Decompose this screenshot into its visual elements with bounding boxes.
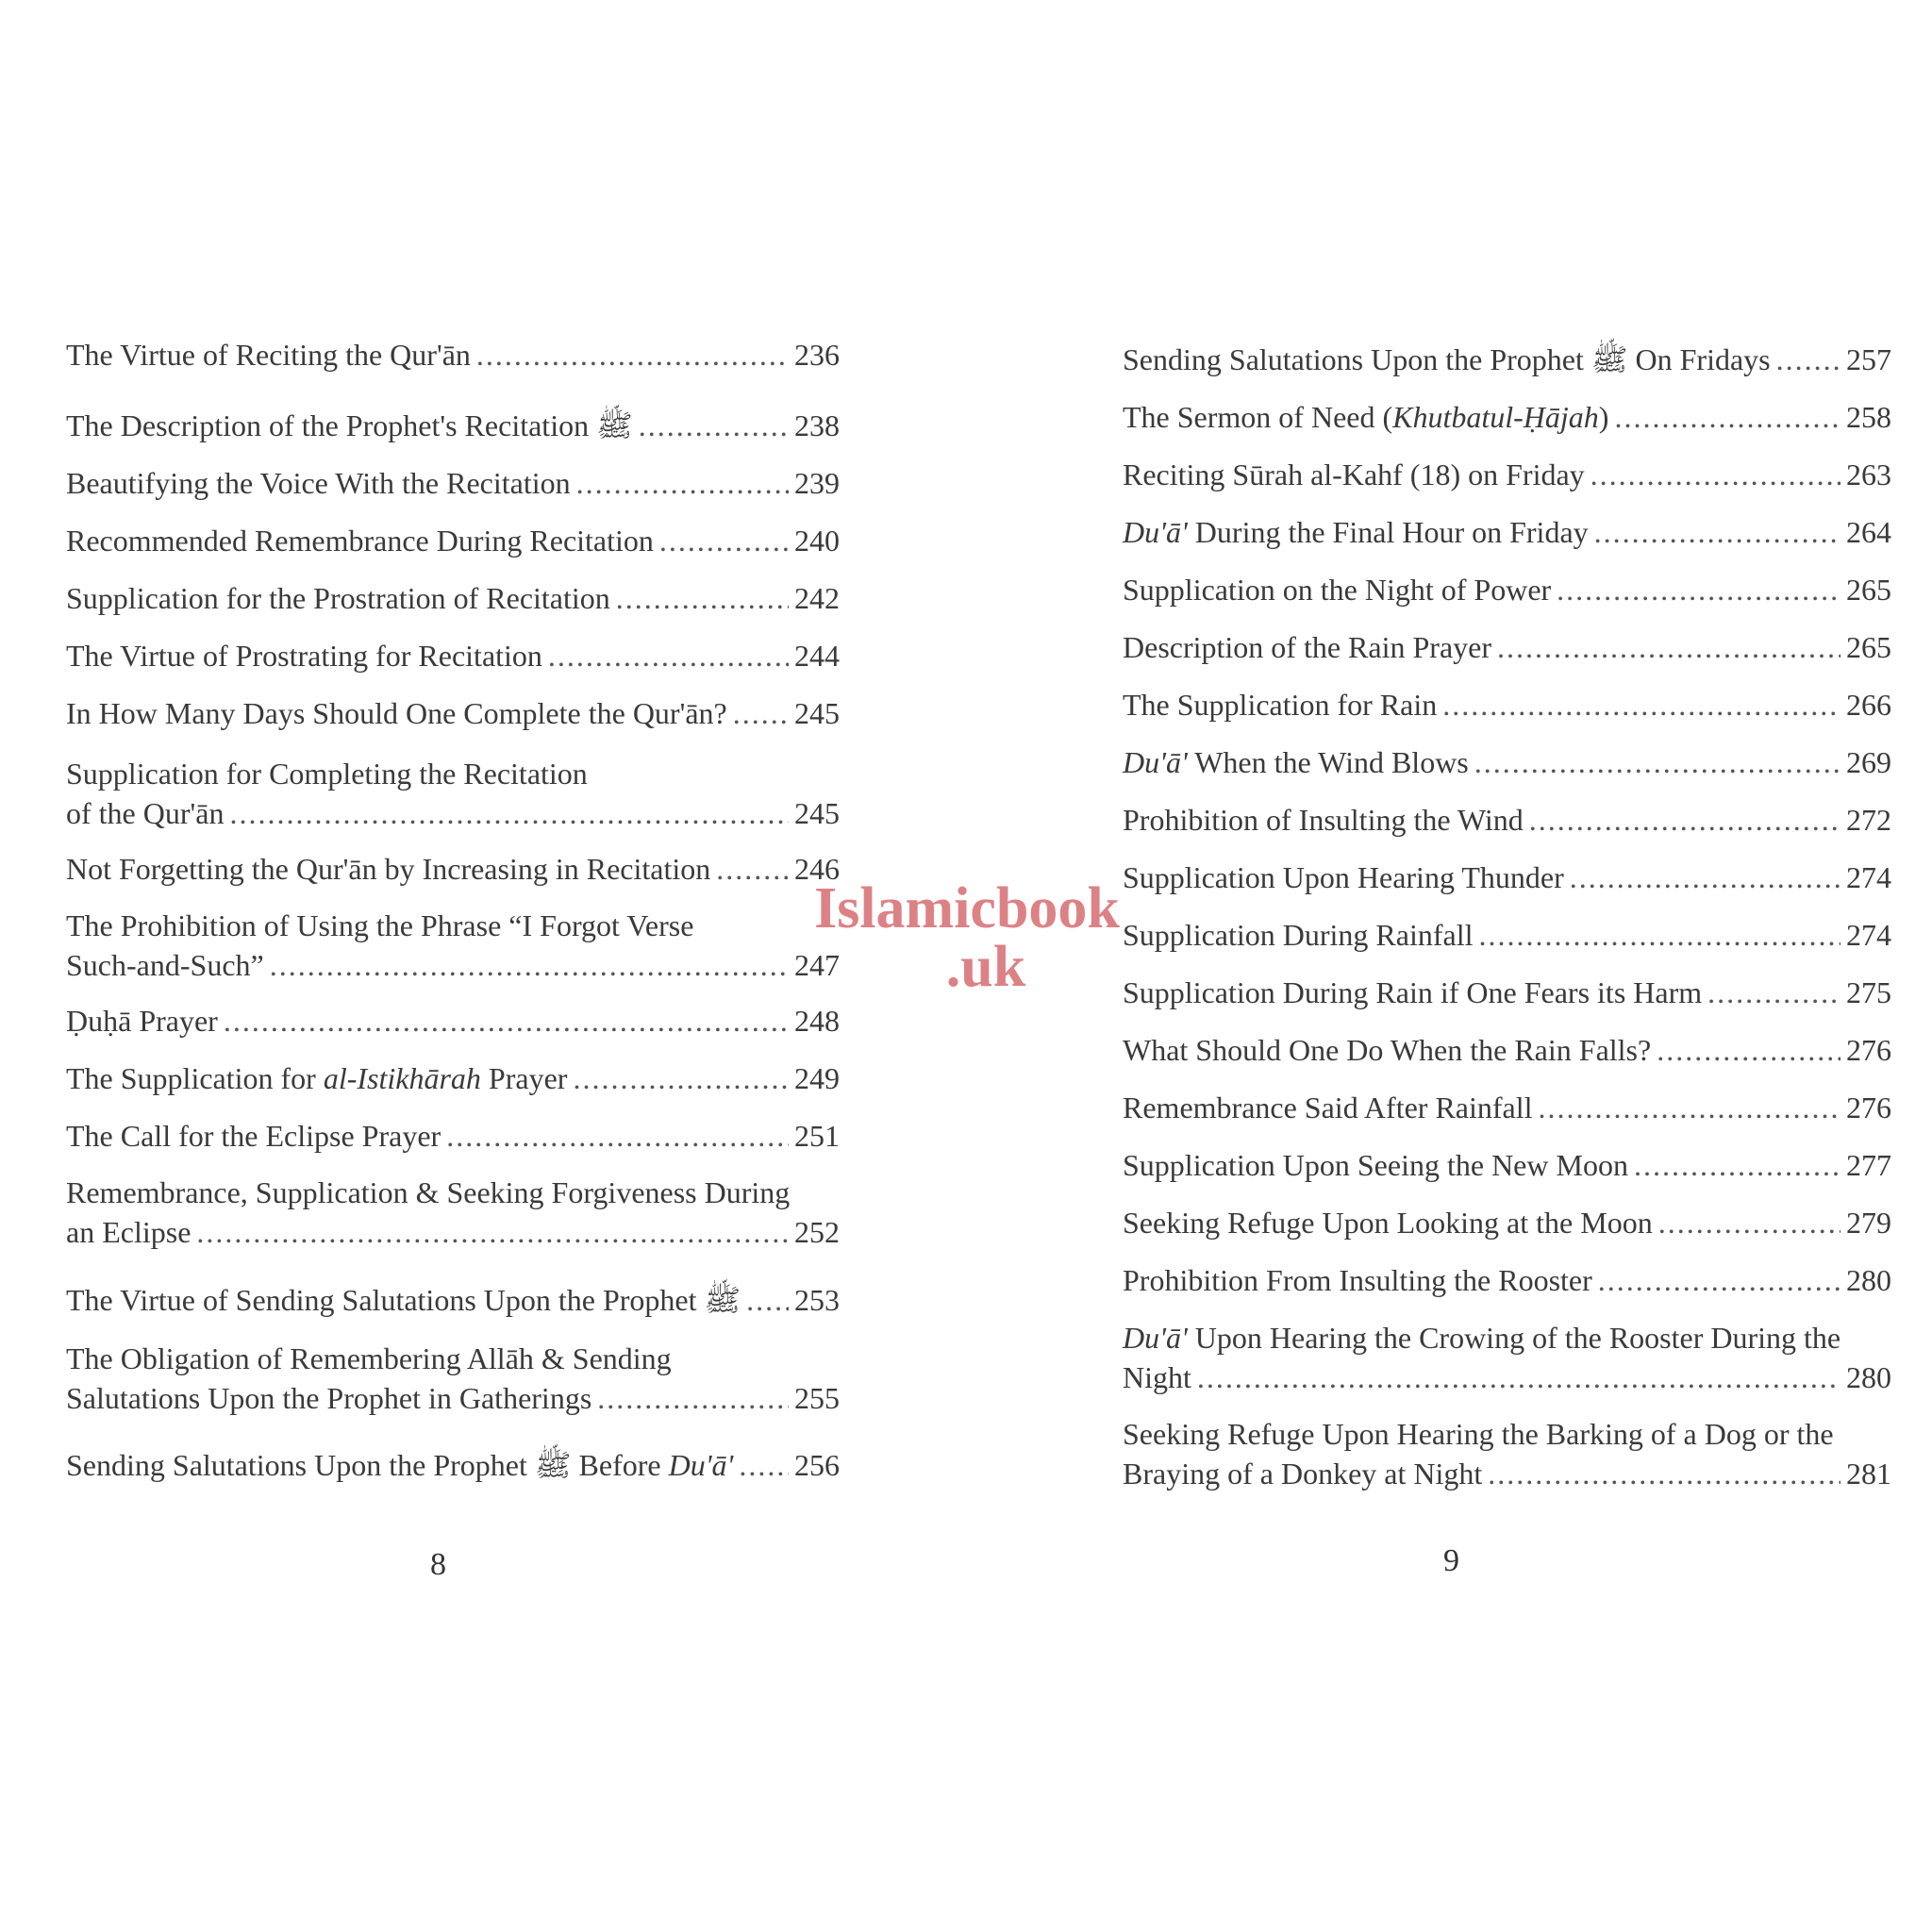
toc-entry[interactable] [66,754,840,833]
entry-page-number: 272 [1846,803,1891,837]
title-italic-text: Du'ā' [1123,745,1188,779]
toc-entry[interactable] [1123,570,1891,609]
dot-leader [1442,685,1840,724]
toc-entry[interactable] [66,1001,840,1041]
dot-leader [1634,1145,1840,1185]
toc-entry[interactable] [1123,340,1891,379]
entry-title: Not Forgetting the Qur'ān by Increasing in Recitation [66,852,711,886]
title-italic-text: Du'ā' [1123,515,1188,549]
toc-entry[interactable] [66,335,840,375]
dot-leader [1570,858,1840,897]
entry-page-number: 248 [794,1004,840,1038]
watermark-logo [797,876,1137,999]
entry-title: Beautifying the Voice With the Recitation [66,466,571,500]
dot-leader [733,693,789,733]
dot-leader [1474,742,1840,782]
entry-title: The Supplication for Rain [1123,688,1438,722]
entry-page-number: 281 [1846,1457,1891,1491]
dot-leader [716,849,789,889]
dot-leader [1497,627,1840,667]
toc-entry[interactable] [66,636,840,675]
toc-entry[interactable] [1123,1318,1891,1397]
entry-title: Supplication Upon Seeing the New Moon [1123,1148,1628,1182]
entry-page-number: 280 [1846,1360,1891,1394]
dot-leader [1594,512,1840,552]
entry-page-number: 242 [794,581,840,615]
entry-title-line1: The Prohibition of Using the Phrase “I Forgot Verse [66,908,694,942]
dot-leader [739,1445,789,1485]
entry-title-line1: Supplication for Completing the Recitation [66,757,588,791]
dot-leader [1614,397,1840,437]
entry-page-number: 265 [1846,630,1891,664]
entry-title: The Virtue of Reciting the Qur'ān [66,338,471,372]
entry-title [1123,742,1469,782]
watermark-line2: .uk [945,935,1026,999]
entry-title: Reciting Sūrah al-Kahf (18) on Friday [1123,458,1585,491]
dot-leader [1529,800,1840,840]
entry-title [1123,397,1608,437]
toc-entry[interactable] [66,906,840,985]
entry-title [66,1445,733,1485]
entry-page-number: 276 [1846,1033,1891,1067]
page-number-footer: 8 [430,1547,446,1582]
watermark-line1: Islamicbook [814,876,1120,941]
toc-entry[interactable] [1123,915,1891,955]
toc-entry[interactable] [1123,1030,1891,1070]
toc-entry[interactable] [66,406,840,445]
entry-page-number: 275 [1846,975,1891,1009]
entry-page-number: 239 [794,466,840,500]
dot-leader [746,1280,789,1320]
dot-leader [1479,915,1841,955]
entry-page-number: 266 [1846,688,1891,722]
entry-title-line2: Braying of a Donkey at Night [1123,1457,1483,1491]
toc-entry[interactable] [1123,627,1891,667]
entry-page-number: 257 [1846,342,1891,376]
title-italic-text: Du'ā' [1123,1321,1188,1355]
entry-page-number: 245 [794,796,840,830]
entry-page-number: 238 [794,408,840,442]
entry-page-number: 258 [1846,400,1891,434]
dot-leader [1707,973,1840,1012]
toc-entry[interactable] [1123,973,1891,1012]
entry-page-number: 247 [794,948,840,982]
title-text: ) [1598,400,1609,434]
dot-leader [1658,1203,1840,1242]
toc-entry[interactable] [66,849,840,889]
entry-title: Supplication During Rainfall [1123,918,1474,952]
toc-entry[interactable] [66,578,840,618]
entry-title-line2: Night [1123,1360,1191,1394]
entry-title: Prohibition of Insulting the Wind [1123,803,1524,837]
toc-entry[interactable] [66,463,840,503]
dot-leader [229,793,789,833]
dot-leader [270,945,789,985]
title-italic-text: Du'ā' [668,1448,734,1482]
dot-leader [576,463,789,503]
entry-page-number: 265 [1846,573,1891,607]
entry-title: The Call for the Eclipse Prayer [66,1119,441,1153]
entry-page-number: 276 [1846,1091,1891,1124]
entry-title: The Virtue of Sending Salutations Upon the Prophet ﷺ [66,1283,741,1317]
dot-leader [548,636,789,675]
entry-title: What Should One Do When the Rain Falls? [1123,1033,1652,1067]
title-text: The Supplication for [66,1061,324,1095]
entry-title-line1 [1123,1318,1840,1357]
toc-entry[interactable] [1123,1203,1891,1242]
entry-page-number: 274 [1846,918,1891,952]
entry-page-number: 244 [794,639,840,673]
dot-leader [616,578,789,618]
toc-entry[interactable] [1123,1088,1891,1127]
title-text: When the Wind Blows [1187,745,1469,779]
page-number-footer: 9 [1443,1543,1459,1578]
entry-title [1123,512,1589,552]
entry-title: Supplication on the Night of Power [1123,573,1552,607]
dot-leader [476,335,789,375]
dot-leader [1657,1030,1840,1070]
entry-page-number: 274 [1846,860,1891,894]
toc-entry[interactable] [1123,1260,1891,1300]
entry-title: Recommended Remembrance During Recitation [66,524,654,558]
dot-leader [196,1212,789,1252]
toc-entry[interactable] [1123,685,1891,724]
title-italic-text: al-Istikhārah [323,1061,481,1095]
entry-page-number: 251 [794,1119,840,1153]
entry-title-line1: Remembrance, Supplication & Seeking Forgiveness During [66,1175,791,1209]
entry-page-number: 236 [794,338,840,372]
entry-title: In How Many Days Should One Complete the Qur'ān? [66,696,727,730]
entry-page-number: 246 [794,852,840,886]
entry-page-number: 279 [1846,1206,1891,1240]
title-text: Upon Hearing the Crowing of the Rooster During the [1187,1321,1841,1355]
entry-title-line1: The Obligation of Remembering Allāh & Sending [66,1341,672,1375]
toc-entry[interactable] [66,1116,840,1156]
entry-title-line2: an Eclipse [66,1215,192,1249]
entry-page-number: 245 [794,696,840,730]
entry-title: Supplication During Rain if One Fears its Harm [1123,975,1703,1009]
dot-leader [1591,455,1840,494]
toc-entry[interactable] [1123,742,1891,782]
entry-title: Ḍuḥā Prayer [66,1004,218,1038]
entry-page-number: 255 [794,1381,840,1415]
dot-leader [1197,1357,1840,1397]
entry-title [66,1058,567,1098]
toc-entry[interactable] [66,1445,840,1485]
dot-leader [224,1001,789,1041]
toc-entry[interactable] [1123,397,1891,437]
entry-page-number: 263 [1846,458,1891,491]
toc-entry[interactable] [66,1173,840,1252]
title-text: Sending Salutations Upon the Prophet ﷺ Before [66,1448,669,1482]
dot-leader [1539,1088,1840,1127]
entry-title: Supplication Upon Hearing Thunder [1123,860,1564,894]
entry-title: The Virtue of Prostrating for Recitation [66,639,542,673]
entry-page-number: 256 [794,1448,840,1482]
entry-title: Seeking Refuge Upon Looking at the Moon [1123,1206,1653,1240]
title-text: During the Final Hour on Friday [1187,515,1589,549]
toc-entry[interactable] [1123,512,1891,552]
entry-title-line2: Such-and-Such” [66,948,264,982]
toc-entry[interactable] [1123,1145,1891,1185]
entry-title: The Description of the Prophet's Recitation ﷺ [66,408,633,442]
entry-page-number: 252 [794,1215,840,1249]
dot-leader [1557,570,1840,609]
title-text: Prayer [480,1061,568,1095]
entry-page-number: 253 [794,1283,840,1317]
toc-entry[interactable] [1123,800,1891,840]
toc-entry[interactable] [66,1339,840,1418]
toc-entry[interactable] [66,693,840,733]
dot-leader [446,1116,789,1156]
entry-title-line2: Salutations Upon the Prophet in Gatherings [66,1381,592,1415]
dot-leader [639,406,789,445]
entry-page-number: 240 [794,524,840,558]
dot-leader [1488,1454,1840,1493]
dot-leader [1776,340,1840,379]
title-italic-text: Khutbatul-Ḥājah [1392,400,1599,434]
entry-title-line2: of the Qur'ān [66,796,225,830]
entry-page-number: 277 [1846,1148,1891,1182]
entry-title: Prohibition From Insulting the Rooster [1123,1263,1592,1297]
toc-entry[interactable] [1123,455,1891,494]
entry-title-line1: Seeking Refuge Upon Hearing the Barking of a Dog or the [1123,1417,1834,1451]
entry-title: Sending Salutations Upon the Prophet ﷺ On Fridays [1123,342,1771,376]
entry-page-number: 269 [1846,745,1891,779]
entry-page-number: 264 [1846,515,1891,549]
toc-entry[interactable] [66,1280,840,1320]
dot-leader [597,1378,789,1418]
entry-title: Supplication for the Prostration of Recitation [66,581,610,615]
dot-leader [573,1058,789,1098]
toc-entry[interactable] [1123,858,1891,897]
entry-title: Description of the Rain Prayer [1123,630,1491,664]
entry-page-number: 249 [794,1061,840,1095]
toc-entry[interactable] [1123,1414,1891,1493]
title-text: The Sermon of Need ( [1123,400,1393,434]
dot-leader [659,521,789,560]
dot-leader [1598,1260,1840,1300]
entry-page-number: 280 [1846,1263,1891,1297]
entry-title: Remembrance Said After Rainfall [1123,1091,1533,1124]
toc-entry[interactable] [66,521,840,560]
toc-entry[interactable] [66,1058,840,1098]
